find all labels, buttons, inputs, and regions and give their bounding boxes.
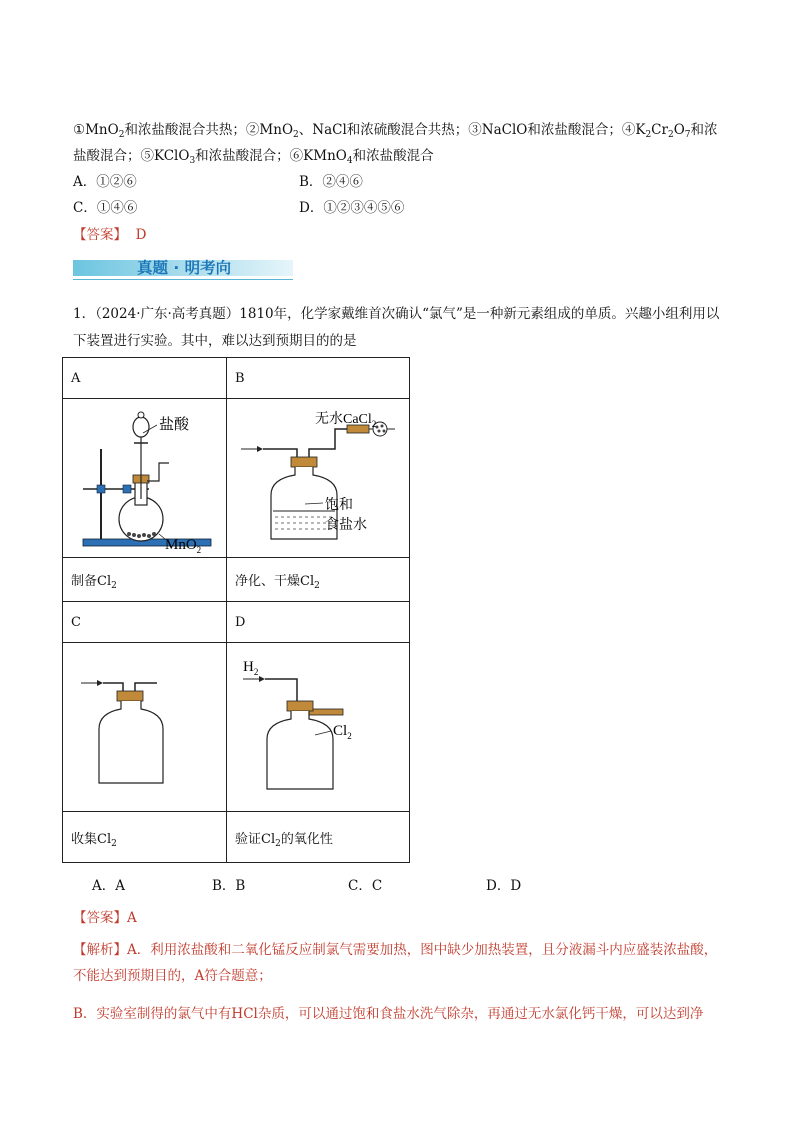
cell-a-label: A (63, 358, 227, 399)
figure-c-cell (63, 643, 227, 812)
cell-d-label: D (227, 602, 410, 643)
figure-c-collection-bottle (71, 643, 218, 811)
caption-c: 收集$Cl_2$ (63, 812, 227, 863)
caption-a: 制备$Cl_2$ (63, 558, 227, 602)
label-brine: 食盐水 (325, 518, 367, 533)
section-title: 真题 · 明考向 (137, 259, 232, 277)
cell-b-label: B (227, 358, 410, 399)
question-option-a: A．A (92, 878, 125, 894)
figure-a-distillation-flask (71, 399, 218, 557)
analysis-line-1: 【解析】A．利用浓盐酸和二氧化锰反应制氯气需要加热，图中缺少加热装置，且分液漏斗内应盛装浓盐酸， (73, 942, 718, 958)
cell-c-label: C (63, 602, 227, 643)
caption-d: 验证$Cl_2$的氧化性 (227, 812, 410, 863)
question-option-d: D．D (486, 878, 522, 894)
question-option-b: B．B (212, 878, 246, 894)
section-banner (73, 256, 293, 280)
apparatus-table (62, 357, 410, 863)
caption-b: 净化、干燥$Cl_2$ (227, 558, 410, 602)
intro-option-a: A．①②⑥ (73, 174, 137, 190)
question-stem-line-2: 下装置进行实验。其中，难以达到预期目的的是 (73, 333, 357, 349)
question-option-c: C．C (348, 878, 383, 894)
question-stem-line-1: 1．（2024·广东·高考真题）1810年，化学家戴维首次确认“氯气”是一种新元素组成的单质。兴趣小组利用以 (73, 306, 720, 322)
figure-a-cell (63, 399, 227, 558)
intro-answer: 【答案】 D (73, 227, 147, 243)
analysis-line-2: 不能达到预期目的，A符合题意； (73, 968, 272, 984)
figure-b-cell (227, 399, 410, 558)
figure-d-cell (227, 643, 410, 812)
label-h2: $H_2$ (243, 659, 259, 677)
intro-line-2: 盐酸混合；⑤KClO$_3$和浓盐酸混合；⑥KMnO$_4$和浓盐酸混合 (73, 148, 434, 166)
intro-line-1: ①MnO$_2$和浓盐酸混合共热；②MnO$_2$、NaCl和浓硫酸混合共热；③NaClO和浓盐酸混合；$④K_2Cr_2O_7$和浓 (73, 122, 718, 140)
figure-d-hydrogen-flame-bottle (235, 643, 401, 811)
intro-option-d: D．①②③④⑤⑥ (299, 200, 405, 216)
label-hcl: 盐酸 (159, 417, 190, 433)
label-mno2: MnO$_2$ (165, 537, 202, 555)
figure-b-wash-bottle (235, 399, 401, 557)
intro-option-b: B．②④⑥ (299, 174, 363, 190)
label-cl2: $Cl_2$ (333, 723, 352, 741)
analysis-line-3: B．实验室制得的氯气中有HCl杂质，可以通过饱和食盐水洗气除杂，再通过无水氯化钙干燥，可以达到净 (73, 1006, 704, 1022)
question-answer: 【答案】A (73, 910, 137, 926)
intro-option-c: C．①④⑥ (73, 200, 138, 216)
label-saturated: 饱和 (325, 498, 353, 513)
label-anhydrous-cacl2: 无水CaCl$_2$ (315, 412, 377, 429)
